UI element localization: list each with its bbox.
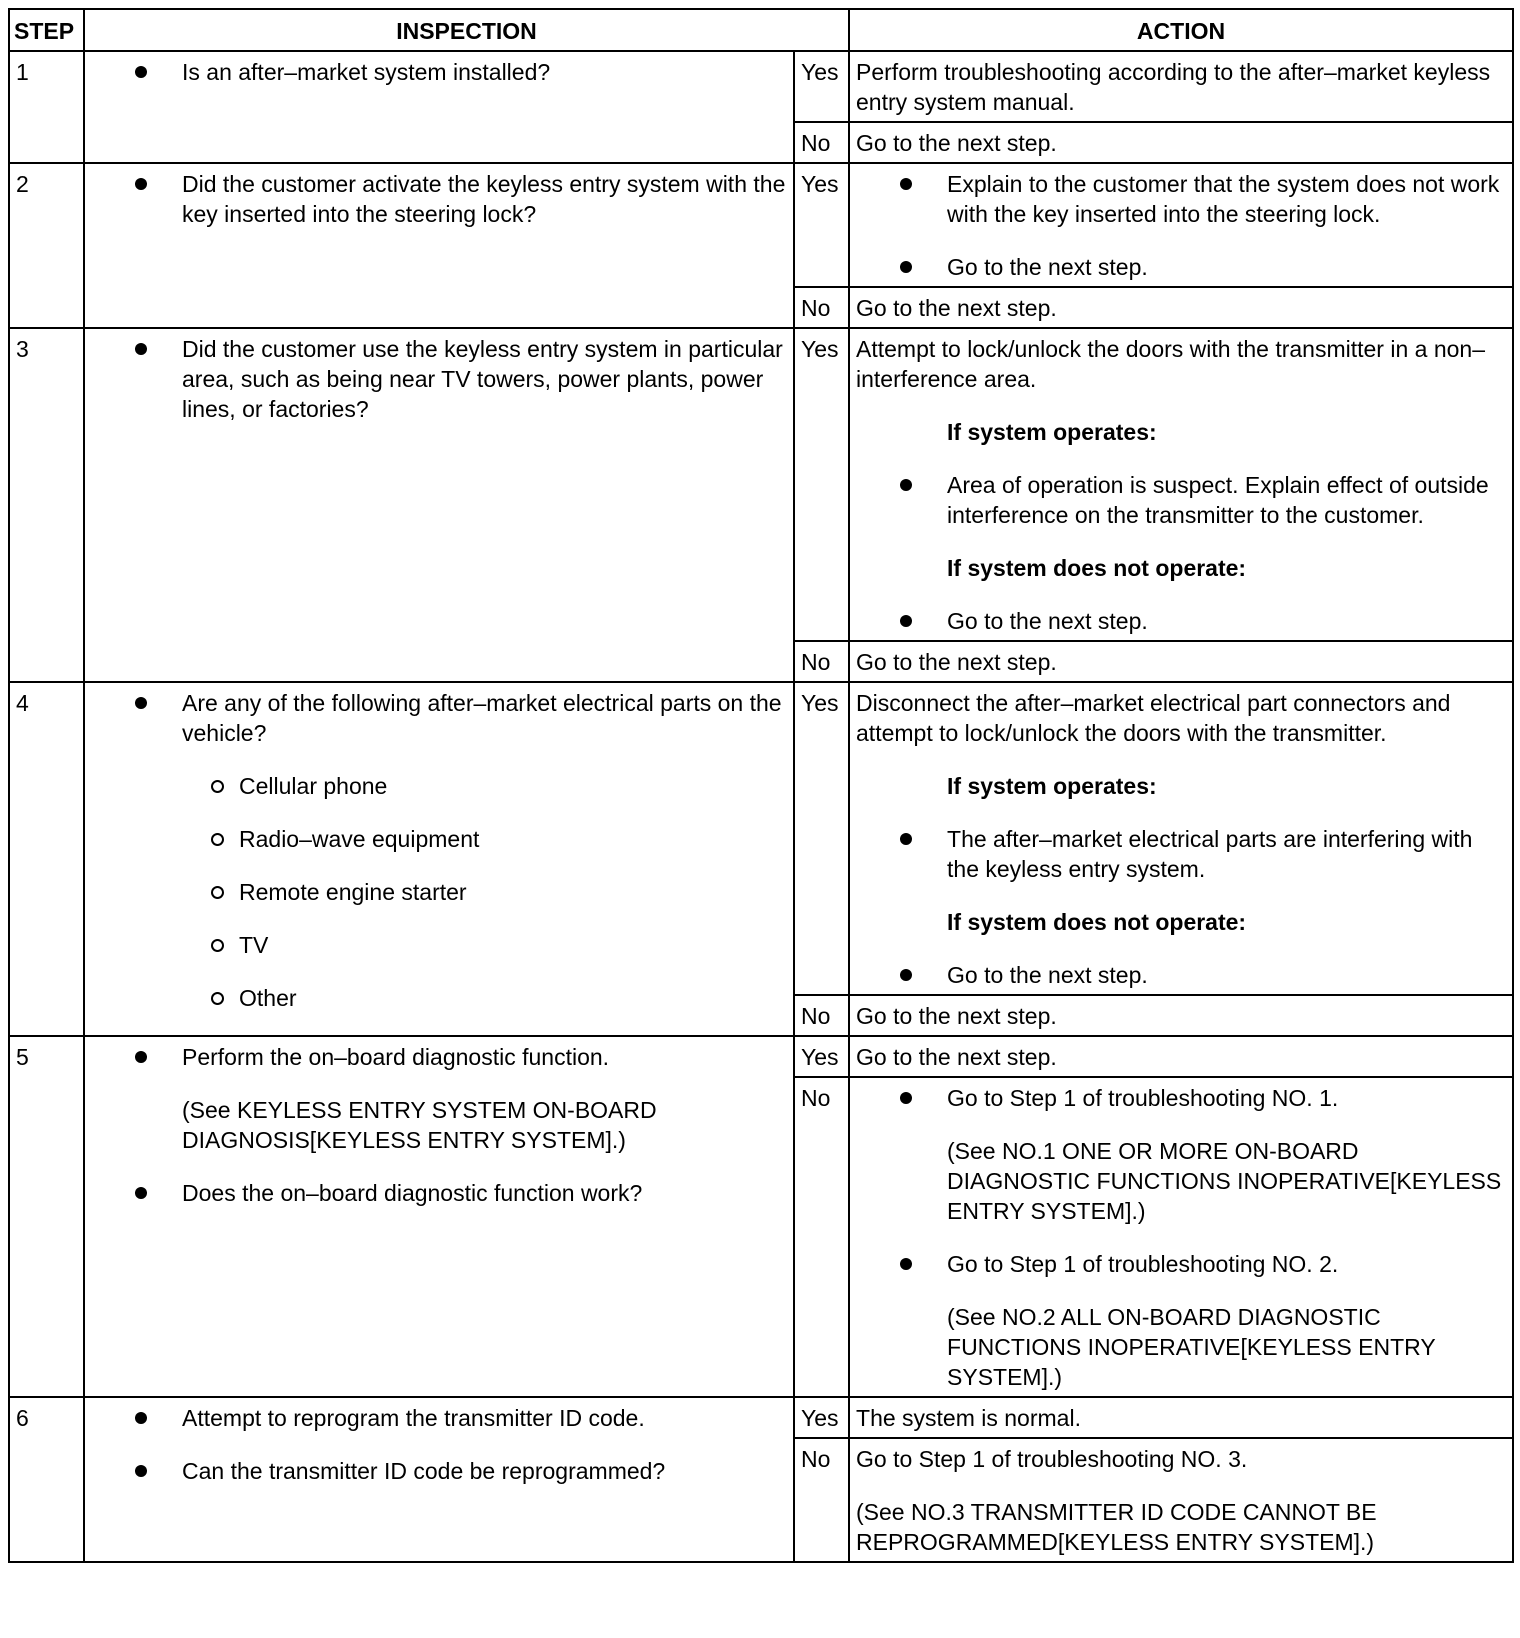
- action-bullet: Go to the next step.: [900, 606, 1506, 636]
- table-header-row: [9, 9, 1513, 51]
- troubleshooting-table: [8, 8, 1514, 1563]
- action-yes: [849, 163, 1513, 287]
- inspection-bullet: Did the customer activate the keyless entry system with the key inserted into the steering lock?: [135, 169, 787, 229]
- step-number: 2: [9, 163, 84, 328]
- answer-yes: Yes: [794, 682, 849, 995]
- answer-no: No: [794, 287, 849, 328]
- action-bullet: Go to the next step.: [900, 252, 1506, 282]
- inspection-bullet: Perform the on–board diagnostic function.: [135, 1042, 787, 1072]
- action-bullet: Go to the next step.: [900, 960, 1506, 990]
- action-no: Go to the next step.: [849, 287, 1513, 328]
- action-intro: Attempt to lock/unlock the doors with the transmitter in a non–interference area.: [856, 336, 1486, 392]
- action-yes: The system is normal.: [849, 1397, 1513, 1438]
- table-row: [9, 1036, 1513, 1077]
- action-bullet: Go to Step 1 of troubleshooting NO. 1.: [900, 1083, 1506, 1113]
- action-note: (See NO.2 ALL ON-BOARD DIAGNOSTIC FUNCTIONS INOPERATIVE[KEYLESS ENTRY SYSTEM].): [947, 1304, 1436, 1390]
- action-bullet: The after–market electrical parts are interfering with the keyless entry system.: [900, 824, 1506, 884]
- inspection-cell: [84, 51, 794, 163]
- condition-heading: If system does not operate:: [947, 555, 1247, 581]
- part-item: Other: [211, 983, 787, 1013]
- action-bullet: Go to Step 1 of troubleshooting NO. 2.: [900, 1249, 1506, 1279]
- condition-heading: If system does not operate:: [947, 909, 1247, 935]
- part-item: Cellular phone: [211, 771, 787, 801]
- step-number: 6: [9, 1397, 84, 1562]
- action-intro: Disconnect the after–market electrical part connectors and attempt to lock/unlock the doors with the transmitter.: [856, 690, 1451, 746]
- step-number: 3: [9, 328, 84, 682]
- part-item: TV: [211, 930, 787, 960]
- action-bullet: Explain to the customer that the system does not work with the key inserted into the steering lock.: [900, 169, 1506, 229]
- answer-yes: Yes: [794, 1397, 849, 1438]
- action-yes: [849, 682, 1513, 995]
- inspection-bullet: Are any of the following after–market electrical parts on the vehicle?: [135, 688, 787, 748]
- answer-no: No: [794, 641, 849, 682]
- answer-yes: Yes: [794, 163, 849, 287]
- table-row: [9, 682, 1513, 995]
- inspection-bullet: Does the on–board diagnostic function work?: [135, 1178, 787, 1208]
- inspection-cell: [84, 328, 794, 682]
- inspection-cell: [84, 163, 794, 328]
- action-text: Go to Step 1 of troubleshooting NO. 3.: [856, 1446, 1248, 1472]
- part-item: Remote engine starter: [211, 877, 787, 907]
- action-no: Go to the next step.: [849, 122, 1513, 163]
- action-no: [849, 1438, 1513, 1562]
- table-row: [9, 163, 1513, 287]
- condition-heading: If system operates:: [947, 773, 1157, 799]
- answer-no: No: [794, 1077, 849, 1397]
- troubleshooting-document: [8, 8, 1512, 1563]
- action-yes: Go to the next step.: [849, 1036, 1513, 1077]
- inspection-bullet: Is an after–market system installed?: [135, 57, 787, 87]
- inspection-bullet: Did the customer use the keyless entry system in particular area, such as being near TV towers, power plants, power lines, or factories?: [135, 334, 787, 424]
- action-note: (See NO.1 ONE OR MORE ON-BOARD DIAGNOSTIC FUNCTIONS INOPERATIVE[KEYLESS ENTRY SYSTEM].): [947, 1138, 1502, 1224]
- inspection-cell: [84, 1036, 794, 1397]
- answer-yes: Yes: [794, 328, 849, 641]
- inspection-bullet: Can the transmitter ID code be reprogrammed?: [135, 1456, 787, 1486]
- action-no: Go to the next step.: [849, 995, 1513, 1036]
- step-number: 1: [9, 51, 84, 163]
- answer-no: No: [794, 1438, 849, 1562]
- action-bullet: Area of operation is suspect. Explain effect of outside interference on the transmitter to the customer.: [900, 470, 1506, 530]
- action-column-header: ACTION: [849, 9, 1513, 51]
- inspection-note: (See KEYLESS ENTRY SYSTEM ON-BOARD DIAGNOSIS[KEYLESS ENTRY SYSTEM].): [182, 1097, 657, 1153]
- action-no: Go to the next step.: [849, 641, 1513, 682]
- answer-no: No: [794, 122, 849, 163]
- action-no: [849, 1077, 1513, 1397]
- part-item: Radio–wave equipment: [211, 824, 787, 854]
- table-row: [9, 51, 1513, 122]
- inspection-cell: [84, 1397, 794, 1562]
- step-column-header: STEP: [9, 9, 84, 51]
- answer-no: No: [794, 995, 849, 1036]
- step-number: 5: [9, 1036, 84, 1397]
- action-yes: Perform troubleshooting according to the after–market keyless entry system manual.: [849, 51, 1513, 122]
- inspection-cell: [84, 682, 794, 1036]
- answer-yes: Yes: [794, 1036, 849, 1077]
- action-yes: [849, 328, 1513, 641]
- condition-heading: If system operates:: [947, 419, 1157, 445]
- answer-yes: Yes: [794, 51, 849, 122]
- inspection-bullet: Attempt to reprogram the transmitter ID code.: [135, 1403, 787, 1433]
- table-row: [9, 1397, 1513, 1438]
- step-number: 4: [9, 682, 84, 1036]
- table-row: [9, 328, 1513, 641]
- action-note: (See NO.3 TRANSMITTER ID CODE CANNOT BE REPROGRAMMED[KEYLESS ENTRY SYSTEM].): [856, 1499, 1377, 1555]
- inspection-column-header: INSPECTION: [84, 9, 849, 51]
